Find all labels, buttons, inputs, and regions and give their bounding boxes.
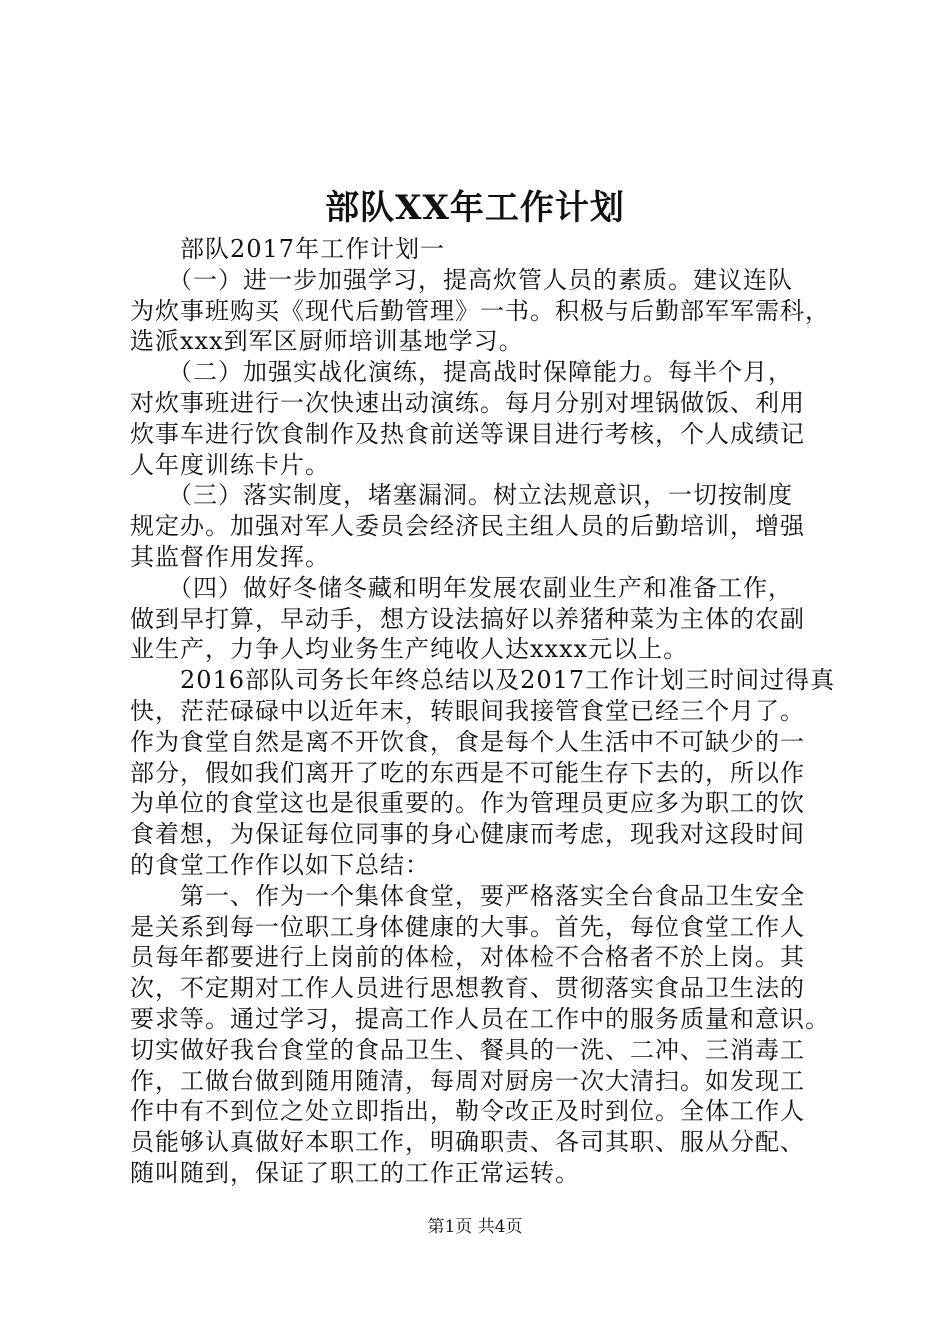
body-line: 次，不定期对工作人员进行思想教育、贯彻落实食品卫生法的: [130, 974, 805, 1003]
body-line: 其监督作用发挥。: [130, 542, 330, 571]
body-line: 食着想，为保证每位同事的身心健康而考虑，现我对这段时间: [130, 820, 805, 849]
body-line: 员能够认真做好本职工作，明确职责、各司其职、服从分配、: [130, 1128, 805, 1157]
body-line: （二）加强实战化演练，提高战时保障能力。每半个月，: [130, 358, 793, 387]
body-line: 做到早打算，早动手，想方设法搞好以养猪种菜为主体的农副: [130, 604, 805, 633]
body-line: 快，茫茫碌碌中以近年末，转眼间我接管食堂已经三个月了。: [130, 696, 805, 725]
body-line: （一）进一步加强学习，提高炊管人员的素质。建议连队: [130, 265, 793, 294]
body-line: 作中有不到位之处立即指出，勒令改正及时到位。全体工作人: [130, 1097, 805, 1126]
body-line: 第一、作为一个集体食堂，要严格落实全台食品卫生安全: [130, 881, 805, 910]
body-line: 规定办。加强对军人委员会经济民主组人员的后勤培训，增强: [130, 512, 805, 541]
body-line: 为单位的食堂这也是很重要的。作为管理员更应多为职工的饮: [130, 789, 805, 818]
body-line: 切实做好我台食堂的食品卫生、餐具的一洗、二冲、三消毒工: [130, 1035, 805, 1064]
page-footer: 第1页 共4页: [427, 1217, 523, 1237]
body-line: 选派xxx到军区厨师培训基地学习。: [130, 327, 524, 356]
body-line: （四）做好冬储冬藏和明年发展农副业生产和准备工作，: [130, 573, 793, 602]
body-line: 随叫随到，保证了职工的工作正常运转。: [130, 1158, 580, 1187]
body-line: 业生产，力争人均业务生产纯收人达xxxx元以上。: [130, 635, 689, 664]
body-line: 是关系到每一位职工身体健康的大事。首先，每位食堂工作人: [130, 912, 805, 941]
body-line: 为炊事班购买《现代后勤管理》一书。积极与后勤部军军需科，: [130, 296, 830, 325]
body-line: 人年度训练卡片。: [130, 450, 330, 479]
body-line: 2016部队司务长年终总结以及2017工作计划三时间过得真: [130, 666, 836, 695]
body-line: 炊事车进行饮食制作及热食前送等课目进行考核，个人成绩记: [130, 419, 805, 448]
document-body: [130, 234, 836, 1189]
body-line: 要求等。通过学习，提高工作人员在工作中的服务质量和意识。: [130, 1004, 830, 1033]
document-title: 部队XX年工作计划: [325, 188, 625, 228]
body-line: 的食堂工作作以如下总结：: [130, 850, 430, 879]
body-line: 部分，假如我们离开了吃的东西是不可能生存下去的，所以作: [130, 758, 805, 787]
body-line: 作为食堂自然是离不开饮食，食是每个人生活中不可缺少的一: [130, 727, 805, 756]
body-line: 部队2017年工作计划一: [130, 235, 446, 263]
body-line: 员每年都要进行上岗前的体检，对体检不合格者不於上岗。其: [130, 943, 805, 972]
body-line: 作，工做台做到随用随清，每周对厨房一次大清扫。如发现工: [130, 1066, 805, 1095]
body-line: 对炊事班进行一次快速出动演练。每月分别对埋锅做饭、利用: [130, 388, 805, 417]
body-line: （三）落实制度，堵塞漏洞。树立法规意识，一切按制度: [130, 481, 793, 510]
